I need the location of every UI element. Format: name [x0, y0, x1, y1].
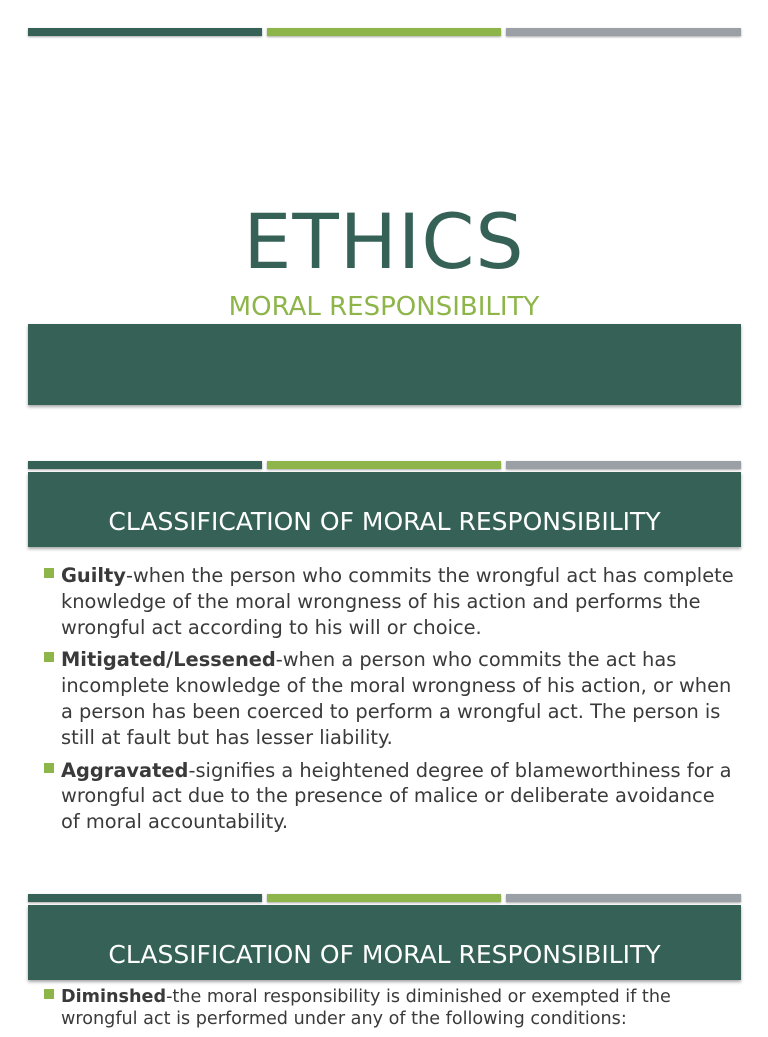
slide1-footer-band [28, 324, 741, 405]
term-definition: -when a person who commits the act has incomplete knowledge of the moral wrongness of his action, or when a person has been coerced to perform a wrongful act. The person is still at fault but has lesser liability. [61, 648, 732, 749]
slide1-accent-stripes [28, 28, 741, 36]
slide3-bullet-list [44, 986, 734, 1037]
list-item [44, 563, 734, 640]
term-definition: -the moral responsibility is diminished or exempted if the wrongful act is performed under any of the following conditions: [61, 987, 671, 1029]
bullet-square-icon [44, 989, 54, 999]
stripe-gray [506, 28, 741, 36]
stripe-dark-green [28, 461, 262, 469]
slide1-title: ETHICS [243, 197, 525, 286]
stripe-gray [506, 894, 741, 902]
slide2-accent-stripes [28, 461, 741, 469]
term-label: Mitigated/Lessened [61, 648, 276, 672]
slide3-heading: CLASSIFICATION OF MORAL RESPONSIBILITY [108, 940, 661, 969]
term-definition: -signifies a heightened degree of blameworthiness for a wrongful act due to the presence of malice or deliberate avoidance of moral accountability. [61, 758, 732, 834]
stripe-light-green [267, 28, 501, 36]
stripe-light-green [267, 461, 501, 469]
slide2-header-band [28, 472, 741, 547]
list-item [44, 647, 734, 750]
stripe-light-green [267, 894, 501, 902]
slide1-subtitle: MORAL RESPONSIBILITY [228, 292, 540, 322]
bullet-square-icon [44, 568, 54, 578]
slide2-heading: CLASSIFICATION OF MORAL RESPONSIBILITY [108, 507, 661, 536]
term-definition: -when the person who commits the wrongful act has complete knowledge of the moral wrongness of his action and performs the wrongful act according to his will or choice. [61, 564, 734, 639]
list-item [44, 986, 734, 1030]
slide3-accent-stripes [28, 894, 741, 902]
list-item [44, 758, 734, 835]
slide3-header-band [28, 905, 741, 980]
slide2-bullet-list [44, 563, 734, 842]
stripe-dark-green [28, 28, 262, 36]
stripe-dark-green [28, 894, 262, 902]
bullet-square-icon [44, 652, 54, 662]
term-label: Diminshed [61, 987, 167, 1007]
term-label: Guilty [61, 564, 126, 587]
term-label: Aggravated [61, 758, 189, 782]
bullet-square-icon [44, 763, 54, 773]
stripe-gray [506, 461, 741, 469]
